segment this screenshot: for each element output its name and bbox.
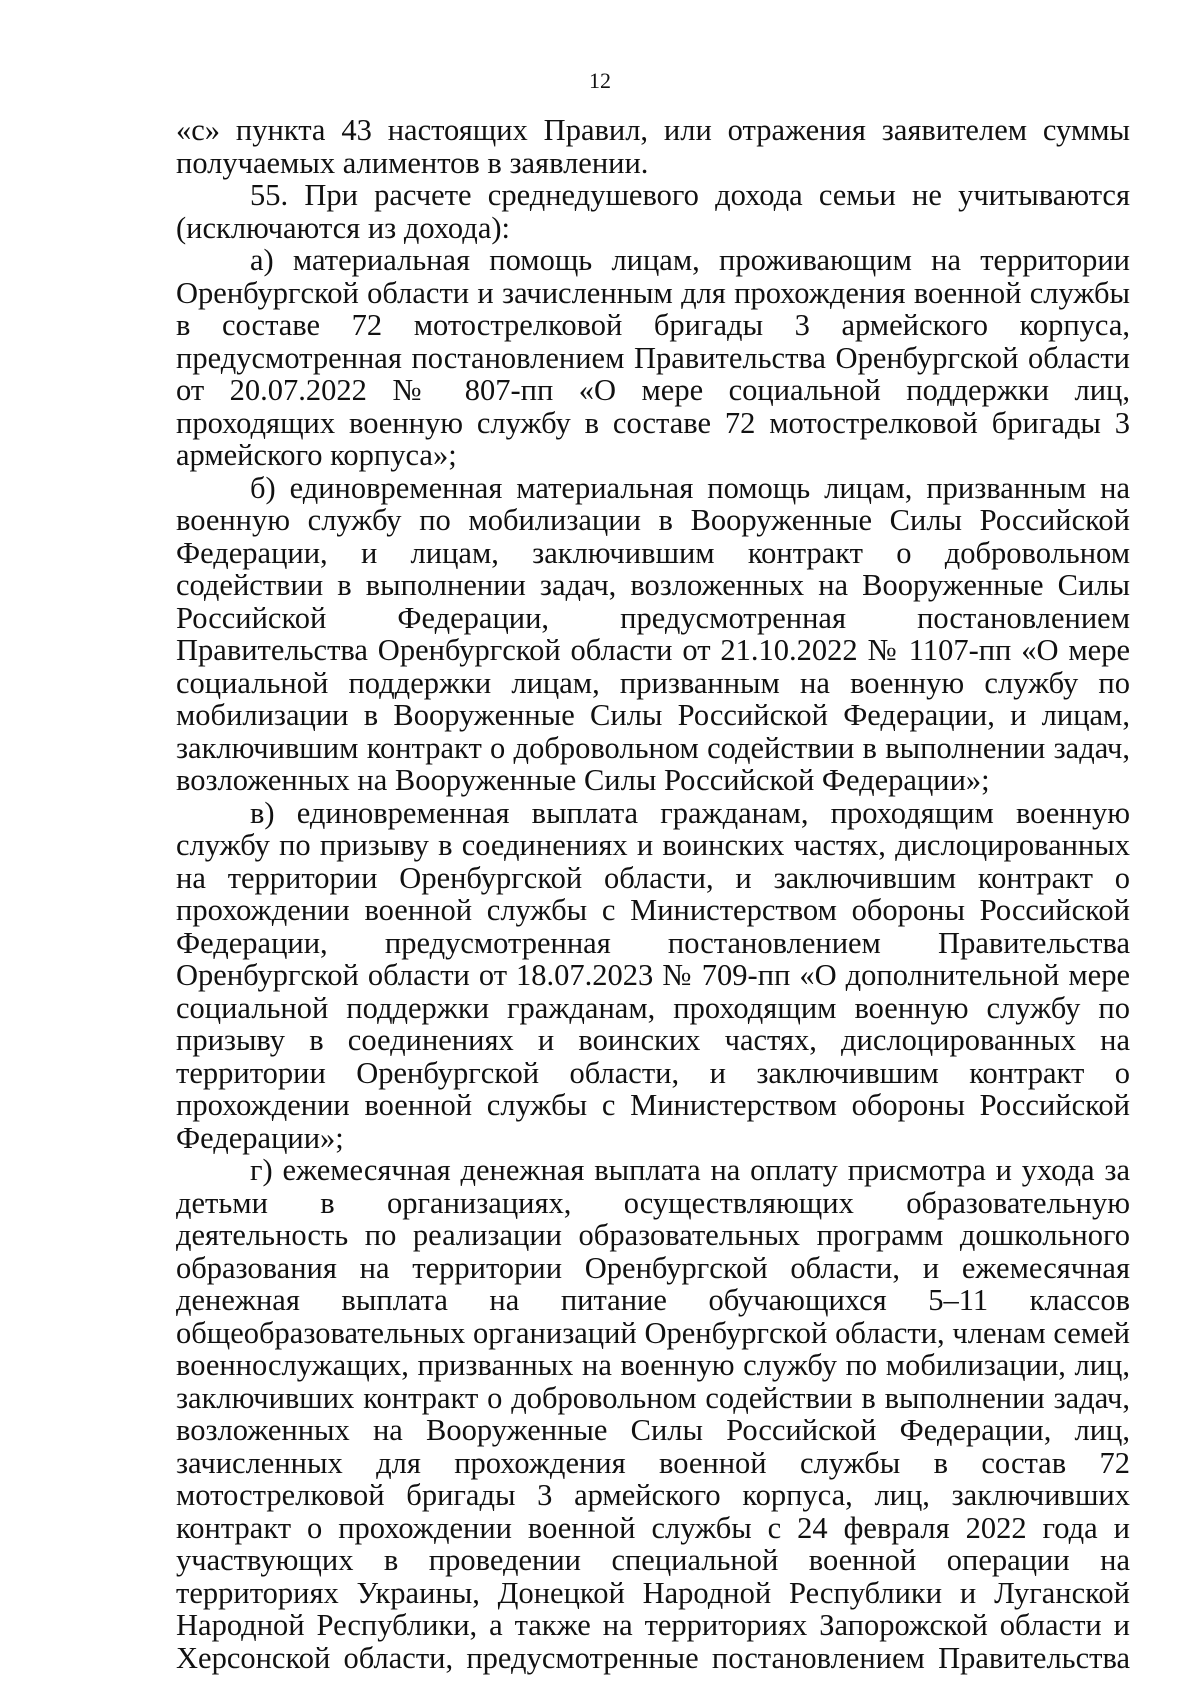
document-body <box>176 114 1130 1674</box>
paragraph-55: 55. При расчете среднедушевого дохода семьи не учитываются (исключаются из дохода): <box>176 178 1130 245</box>
page-number: 12 <box>589 68 611 93</box>
paragraph-item-g: г) ежемесячная денежная выплата на оплату присмотра и ухода за детьми в организациях, осуществляющих образовательную деятельность по реализации образовательных программ дошкольного образования на территории Оренбургской области, и ежемесячная денежная выплата на питание обучающихся 5–11 классов общеобразовательных организаций Оренбургской области, членам семей военнослужащих, призванных на военную службу по мобилизации, лиц, заключивших контракт о добровольном содействии в выполнении задач, возложенных на Вооруженные Силы Российской Федерации, лиц, зачисленных для прохождения военной службы в состав 72 мотострелковой бригады 3 армейского корпуса, лиц, заключивших контракт о прохождении военной службы с 24 февраля 2022 года и участвующих в проведении специальной военной операции на территориях Украины, Донецкой Народной Республики и Луганской Народной Республики, а также на территориях Запорожской области и Херсонской области, предусмотренные постановлением Правительства <box>176 1153 1130 1675</box>
paragraph-item-v: в) единовременная выплата гражданам, проходящим военную службу по призыву в соединениях и воинских частях, дислоцированных на территории Оренбургской области, и заключившим контракт о прохождении военной службы с Министерством обороны Российской Федерации, предусмотренная постановлением Правительства Оренбургской области от 18.07.2023 № 709-пп «О дополнительной мере социальной поддержки гражданам, проходящим военную службу по призыву в соединениях и воинских частях, дислоцированных на территории Оренбургской области, и заключившим контракт о прохождении военной службы с Министерством обороны Российской Федерации»; <box>176 795 1130 1155</box>
paragraph-continuation: «с» пункта 43 настоящих Правил, или отражения заявителем суммы получаемых алиментов в заявлении. <box>176 113 1130 180</box>
paragraph-item-a: а) материальная помощь лицам, проживающим на территории Оренбургской области и зачисленным для прохождения военной службы в составе 72 мотострелковой бригады 3 армейского корпуса, предусмотренная постановлением Правительства Оренбургской области от 20.07.2022 № 807-пп «О мере социальной поддержки лиц, проходящих военную службу в составе 72 мотострелковой бригады 3 армейского корпуса»; <box>176 243 1130 472</box>
paragraph-item-b: б) единовременная материальная помощь лицам, призванным на военную службу по мобилизации в Вооруженные Силы Российской Федерации, и лицам, заключившим контракт о добровольном содействии в выполнении задач, возложенных на Вооруженные Силы Российской Федерации, предусмотренная постановлением Правительства Оренбургской области от 21.10.2022 № 1107-пп «О мере социальной поддержки лицам, призванным на военную службу по мобилизации в Вооруженные Силы Российской Федерации, и лицам, заключившим контракт о добровольном содействии в выполнении задач, возложенных на Вооруженные Силы Российской Федерации»; <box>176 470 1130 797</box>
